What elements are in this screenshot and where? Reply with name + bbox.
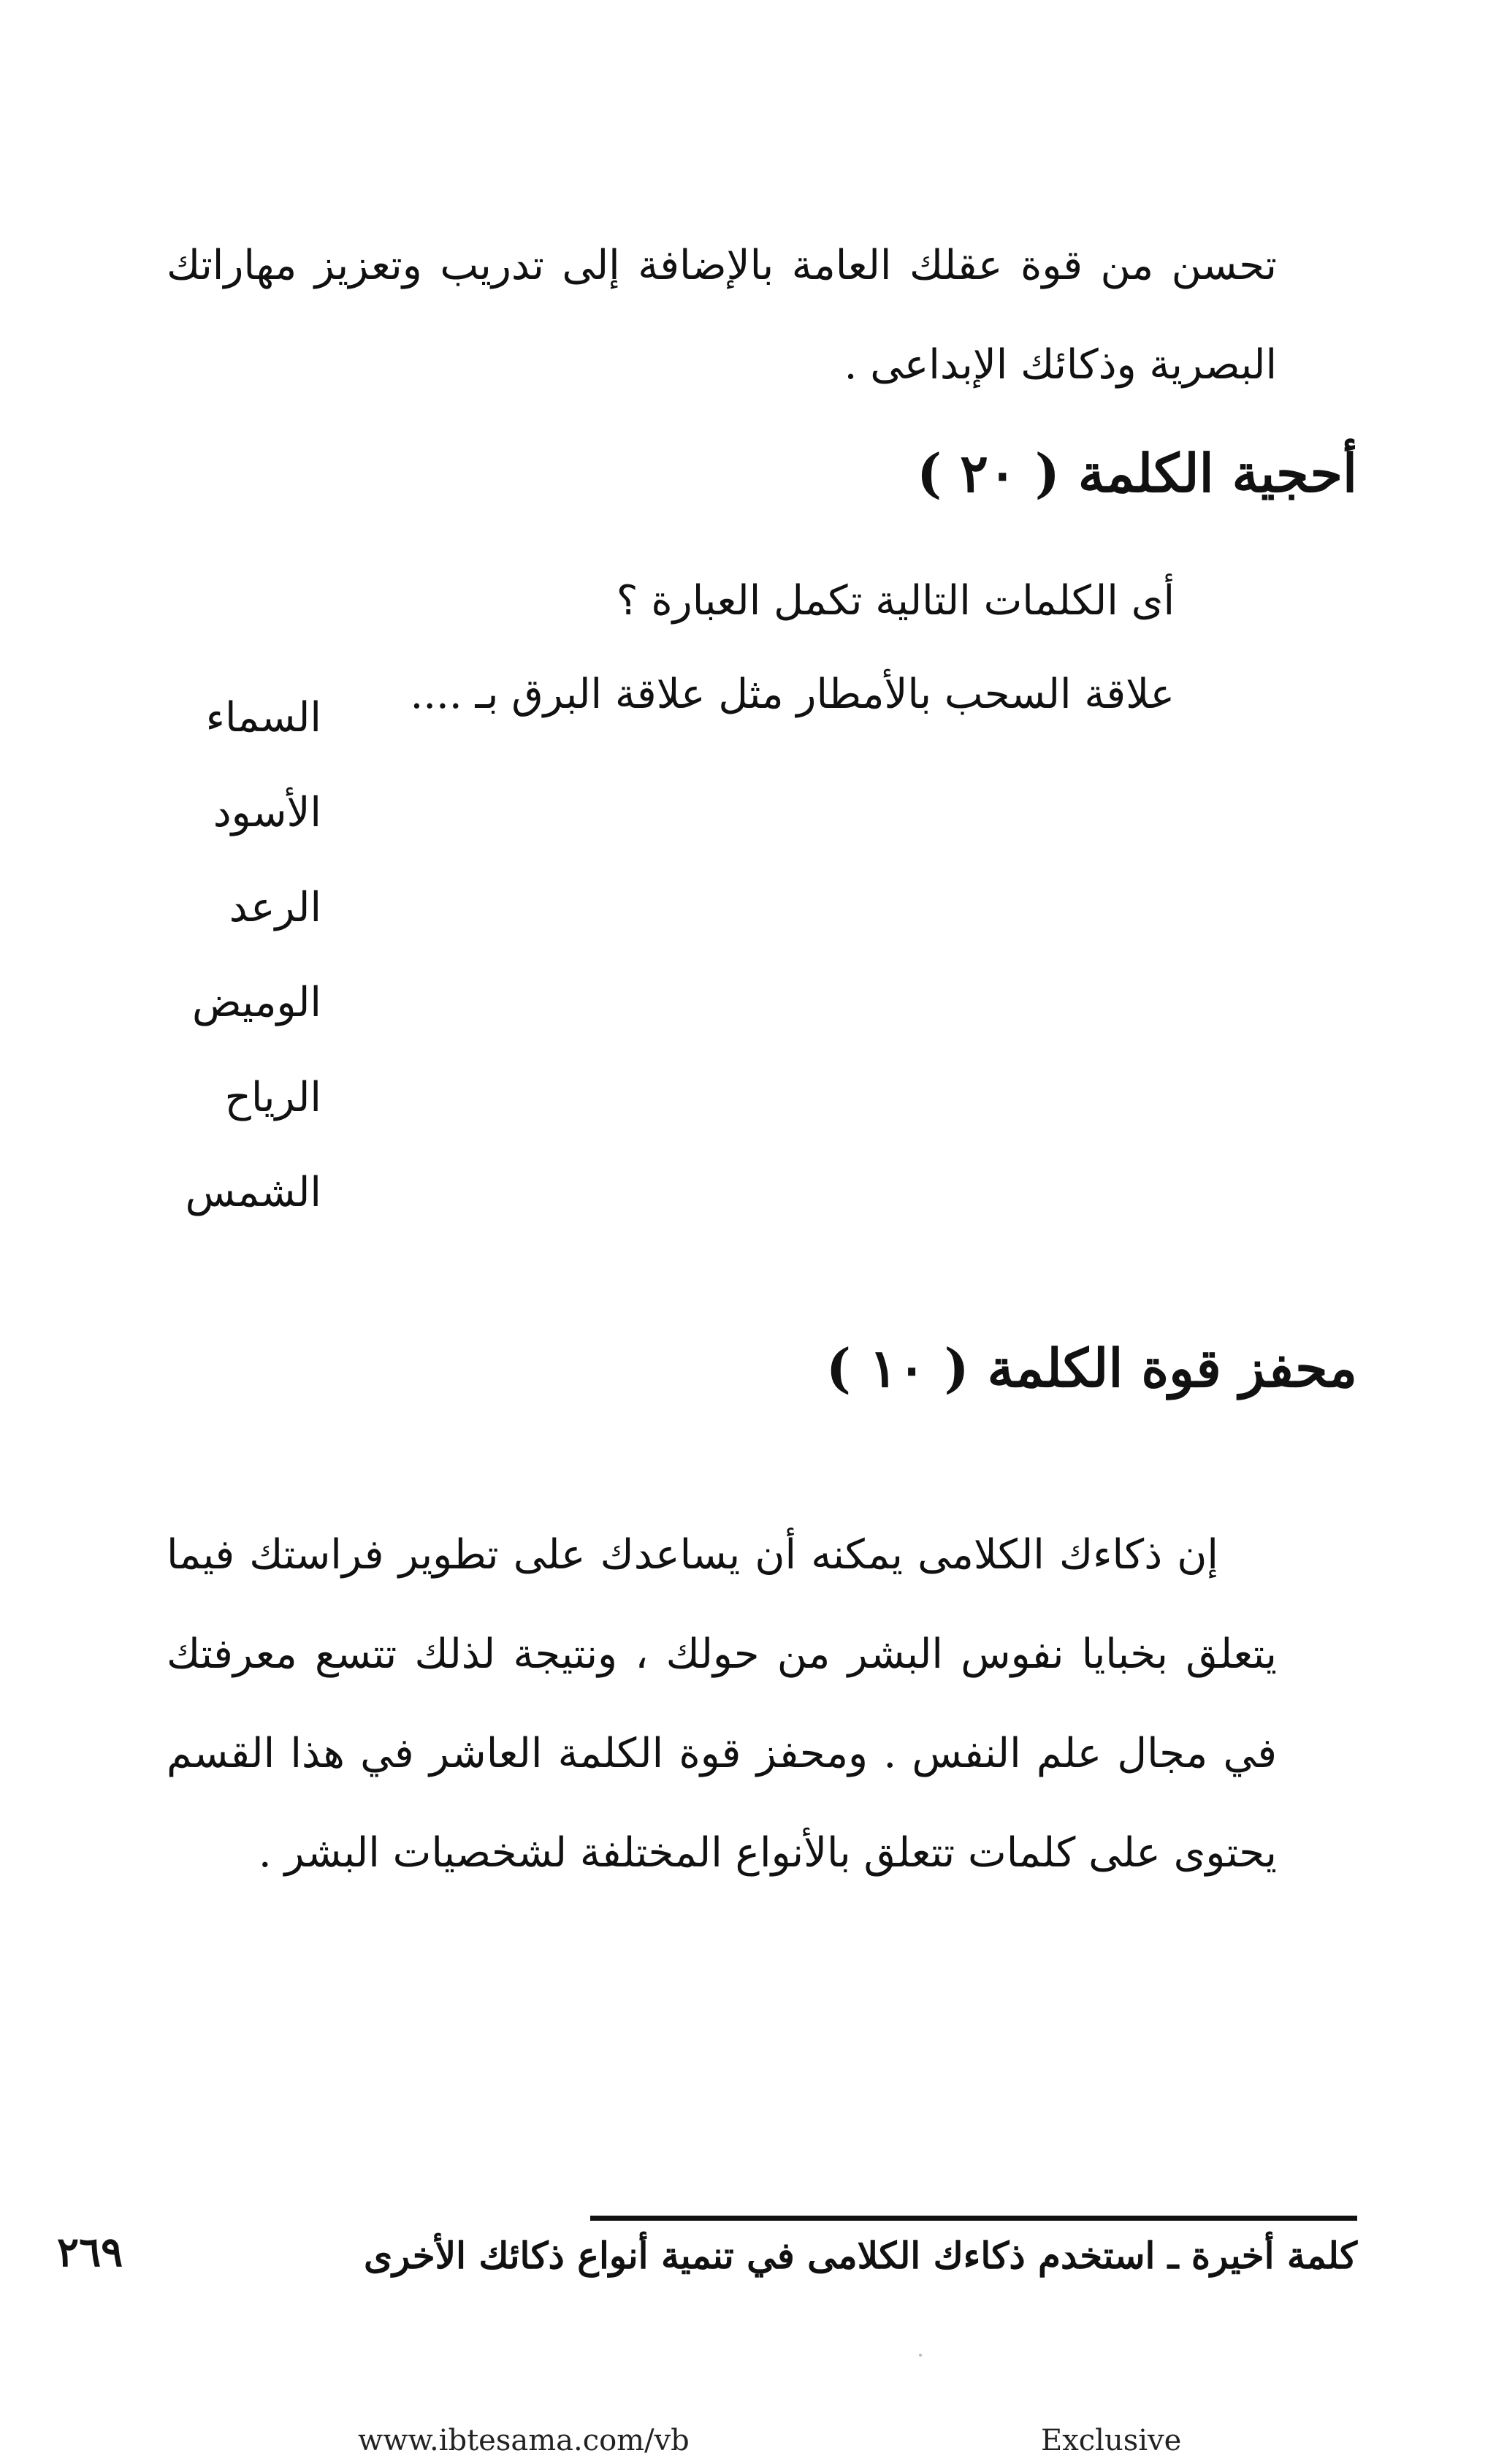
riddle-option: الوميض (191, 979, 321, 1026)
motivator-paragraph: إن ذكاءك الكلامى يمكنه أن يساعدك على تطوير فراستك فيما يتعلق بخبايا نفوس البشر من حولك ، ونتيجة لذلك تتسع معرفتك في مجال علم النفس . ومحفز قوة الكلمة العاشر في هذا القسم يحتوى على كلمات تتعلق بالأنواع المختلفة لشخصيات البشر . (167, 1531, 1277, 1877)
page-number: ٢٦٩ (57, 2228, 123, 2276)
riddle-option: الشمس (185, 1169, 321, 1216)
watermark-url: www.ibtesama.com/vb (358, 2424, 690, 2457)
riddle-heading: أحجية الكلمة ( ٢٠ ) (917, 442, 1357, 504)
motivator-heading: محفز قوة الكلمة ( ١٠ ) (825, 1337, 1357, 1399)
scan-speck (919, 2354, 922, 2357)
watermark-label: Exclusive (1041, 2424, 1182, 2457)
footer-divider (590, 2216, 1357, 2221)
riddle-option: السماء (205, 694, 321, 741)
riddle-question: أى الكلمات التالية تكمل العبارة ؟ (616, 577, 1175, 625)
riddle-option: الرعد (229, 884, 321, 931)
riddle-option: الأسود (213, 789, 321, 836)
footer-chapter-title: كلمة أخيرة ـ استخدم ذكاءك الكلامى في تنمية أنواع ذكائك الأخرى (363, 2234, 1357, 2277)
intro-paragraph: تحسن من قوة عقلك العامة بالإضافة إلى تدريب وتعزيز مهاراتك البصرية وذكائك الإبداعى . (167, 242, 1277, 389)
riddle-options-list (186, 671, 321, 1240)
riddle-option: الرياح (224, 1074, 321, 1121)
riddle-statement: علاقة السحب بالأمطار مثل علاقة البرق بـ .... (410, 671, 1175, 718)
